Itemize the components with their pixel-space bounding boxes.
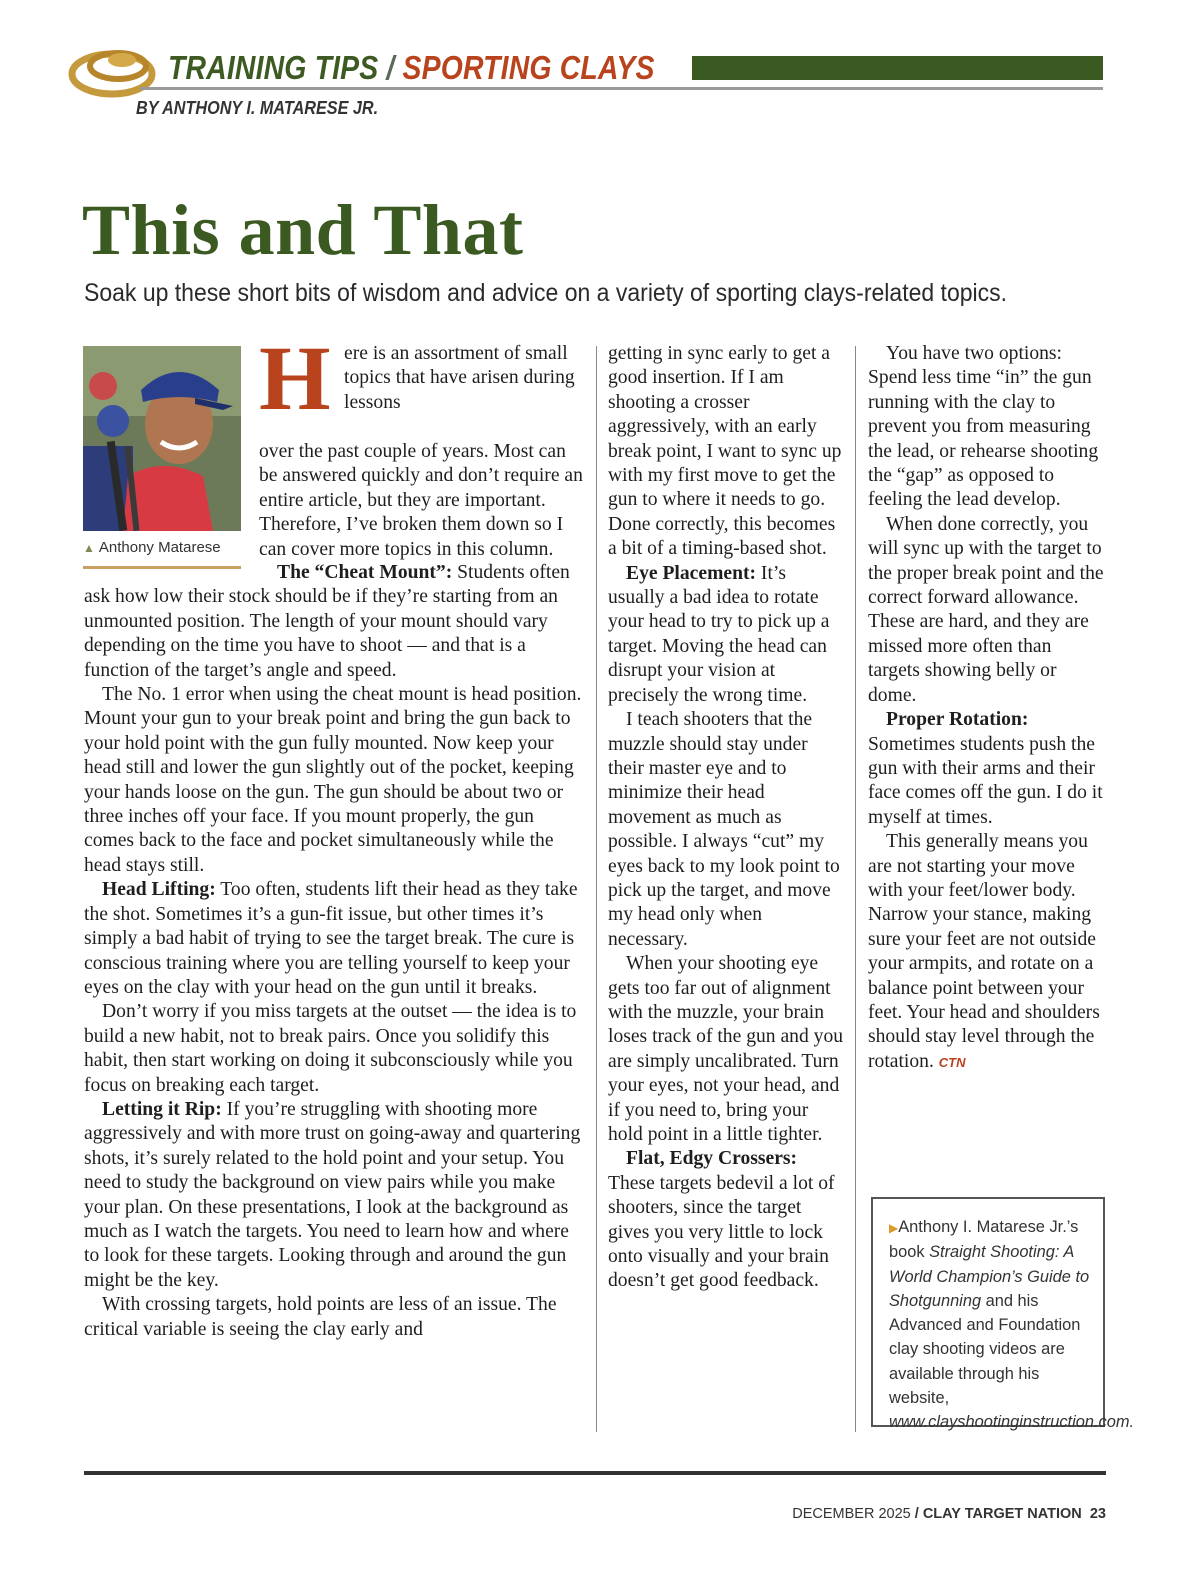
cheat-mount-text: Students often ask how low their stock should be if they’re starting from an unmounted position. The length of your mount should vary depending on the time you have to shoot — and that is a function of the target’s angle and speed.: [84, 562, 570, 681]
flat-crossers-paragraph: [608, 1147, 844, 1293]
cheat-mount-paragraph: [0, 561, 584, 683]
article-dek: Soak up these short bits of wisdom and advice on a variety of sporting clays-related topics.: [84, 279, 1008, 307]
photo-caption: [83, 539, 221, 556]
magazine-name: CLAY TARGET NATION: [922, 1506, 1082, 1522]
eye-placement-text: It’s usually a bad idea to rotate your head to try to pick up a target. Moving the head can disrupt your vision at precisely the wrong time.: [608, 562, 830, 706]
paragraph: I teach shooters that the muzzle should stay under their master eye and to minimize their head movement as much as possible. I always “cut” my eyes back to my look point to pick up the target, and move my head only when necessary.: [608, 709, 840, 950]
subsection-label: SPORTING CLAYS: [402, 49, 655, 86]
letting-it-rip-text: If you’re struggling with shooting more aggressively and with more trust on going-away and quartering shots, it’s surely related to the hold point and your setup. You need to study the background on view pairs while you make your plan. On these presentations, I look at the background as much as I watch the targets. You need to learn how and where to look for these targets. Looking through and around the gun might be the key.: [84, 1098, 581, 1291]
section-kicker: [168, 48, 655, 88]
subhead-letting-it-rip: Letting it Rip:: [102, 1098, 222, 1120]
caption-triangle-icon: ▲: [83, 541, 95, 555]
paragraph: With crossing targets, hold points are less of an issue. The critical variable is seeing the clay early and: [84, 1294, 557, 1340]
header-rule: [140, 87, 1103, 90]
paragraph: getting in sync early to get a good insertion. If I am shooting a crosser aggressively, with an early break point, I want to sync up with my first move to get the gun to where it needs to go. Done correctly, this becomes a bit of a timing-based shot.: [608, 343, 842, 560]
footer-rule: [84, 1471, 1106, 1475]
footer-separator: /: [910, 1506, 923, 1522]
paragraph: You have two options: Spend less time “in” the gun running with the clay to prevent you from measuring the lead, or rehearse shooting the “gap” as opposed to feeling the lead develop.: [868, 343, 1099, 511]
head-lifting-paragraph: [84, 878, 584, 1000]
subhead-proper-rotation: Proper Rotation:: [886, 709, 1029, 731]
subhead-head-lifting: Head Lifting:: [102, 879, 216, 901]
eye-placement-paragraph: [608, 562, 844, 708]
subhead-eye-placement: Eye Placement:: [626, 562, 757, 584]
column-divider: [855, 346, 856, 1432]
website-link[interactable]: www.clayshootinginstruction.com.: [889, 1413, 1135, 1432]
column-2: [608, 342, 844, 1294]
drop-cap: H: [259, 327, 331, 429]
head-lifting-text: Too often, students lift their head as they take the shot. Sometimes it’s a gun-fit issue, but other times it’s simply a bad habit of trying to see the target break. The cure is conscious training where you are telling yourself to keep your eyes on the clay with your head on the gun until it breaks.: [84, 879, 578, 998]
column-3: [868, 342, 1104, 1075]
issue-date: DECEMBER 2025: [792, 1506, 911, 1522]
clay-target-logo: [68, 42, 160, 100]
caption-text: Anthony Matarese: [98, 539, 221, 556]
author-bio-box: [871, 1197, 1135, 1432]
bio-triangle-icon: ▶: [889, 1221, 899, 1235]
section-separator: /: [386, 49, 395, 86]
column-divider: [596, 346, 597, 1432]
author-bio-text: [889, 1215, 1135, 1435]
closing-text: This generally means you are not starting your move with your feet/lower body. Narrow your stance, making sure your feet are not outside your armpits, and rotate on a balance point between your feet. Your head and shoulders should stay level through the rotation.: [868, 831, 1100, 1072]
bio-text-a: Anthony I. Matarese Jr.’s book: [889, 1218, 1079, 1262]
page-number: 23: [1089, 1506, 1106, 1522]
paragraph: Don’t worry if you miss targets at the outset — the idea is to build a new habit, not to break pairs. Once you solidify this habit, then start working on doing it subconsciously while you focus on breaking each target.: [84, 1001, 577, 1096]
paragraph: The No. 1 error when using the cheat mount is head position. Mount your gun to your break point and bring the gun back to your hold point with the gun fully mounted. Now keep your head still and lower the gun slightly out of the pocket, keeping your hands loose on the gun. The gun should be about two or three inches off your face. If you mount properly, the gun comes back to the face and pocket simultaneously while the head stays still.: [84, 684, 582, 876]
paragraph: When your shooting eye gets too far out of alignment with the muzzle, your brain loses track of the gun and you are simply uncalibrated. Turn your eyes, not your head, and if you need to, bring your hold point in a little tighter.: [608, 953, 844, 1145]
intro-continued: over the past couple of years. Most can be answered quickly and don’t require an entire article, but they are important. Therefore, I’ve broken them down so I can cover more topics in this column.: [259, 441, 583, 560]
proper-rotation-paragraph: [868, 708, 1104, 830]
column-1: [84, 561, 584, 1342]
section-label: TRAINING TIPS: [168, 49, 379, 86]
page-footer: [792, 1506, 1106, 1522]
byline: BY ANTHONY I. MATARESE JR.: [136, 98, 379, 118]
subhead-cheat-mount: The “Cheat Mount”:: [277, 562, 453, 583]
intro-lines: ere is an assortment of small topics that have arisen during lessons: [344, 343, 575, 413]
closing-paragraph: [868, 830, 1104, 1075]
ctn-end-mark: CTN: [938, 1054, 966, 1070]
letting-it-rip-paragraph: [84, 1098, 584, 1293]
article-title: This and That: [82, 190, 524, 270]
book-title: Straight Shooting: A World Champion’s Guide to Shotgunning: [889, 1243, 1090, 1310]
proper-rotation-text: Sometimes students push the gun with their arms and their face comes off the gun. I do it myself at times.: [868, 733, 1103, 828]
header-bar: [692, 56, 1103, 80]
subhead-flat-crossers: Flat, Edgy Crossers:: [626, 1148, 798, 1170]
flat-crossers-text: These targets bedevil a lot of shooters, since the target gives you very little to lock onto visually and your brain doesn’t get good feedback.: [608, 1172, 835, 1292]
author-photo: [83, 346, 241, 531]
paragraph: When done correctly, you will sync up with the target to the proper break point and the correct forward allowance. These are hard, and they are missed more often than targets showing belly or dome.: [868, 513, 1104, 706]
bio-text-b: and his Advanced and Foundation clay shooting videos are available through his website,: [889, 1291, 1081, 1408]
